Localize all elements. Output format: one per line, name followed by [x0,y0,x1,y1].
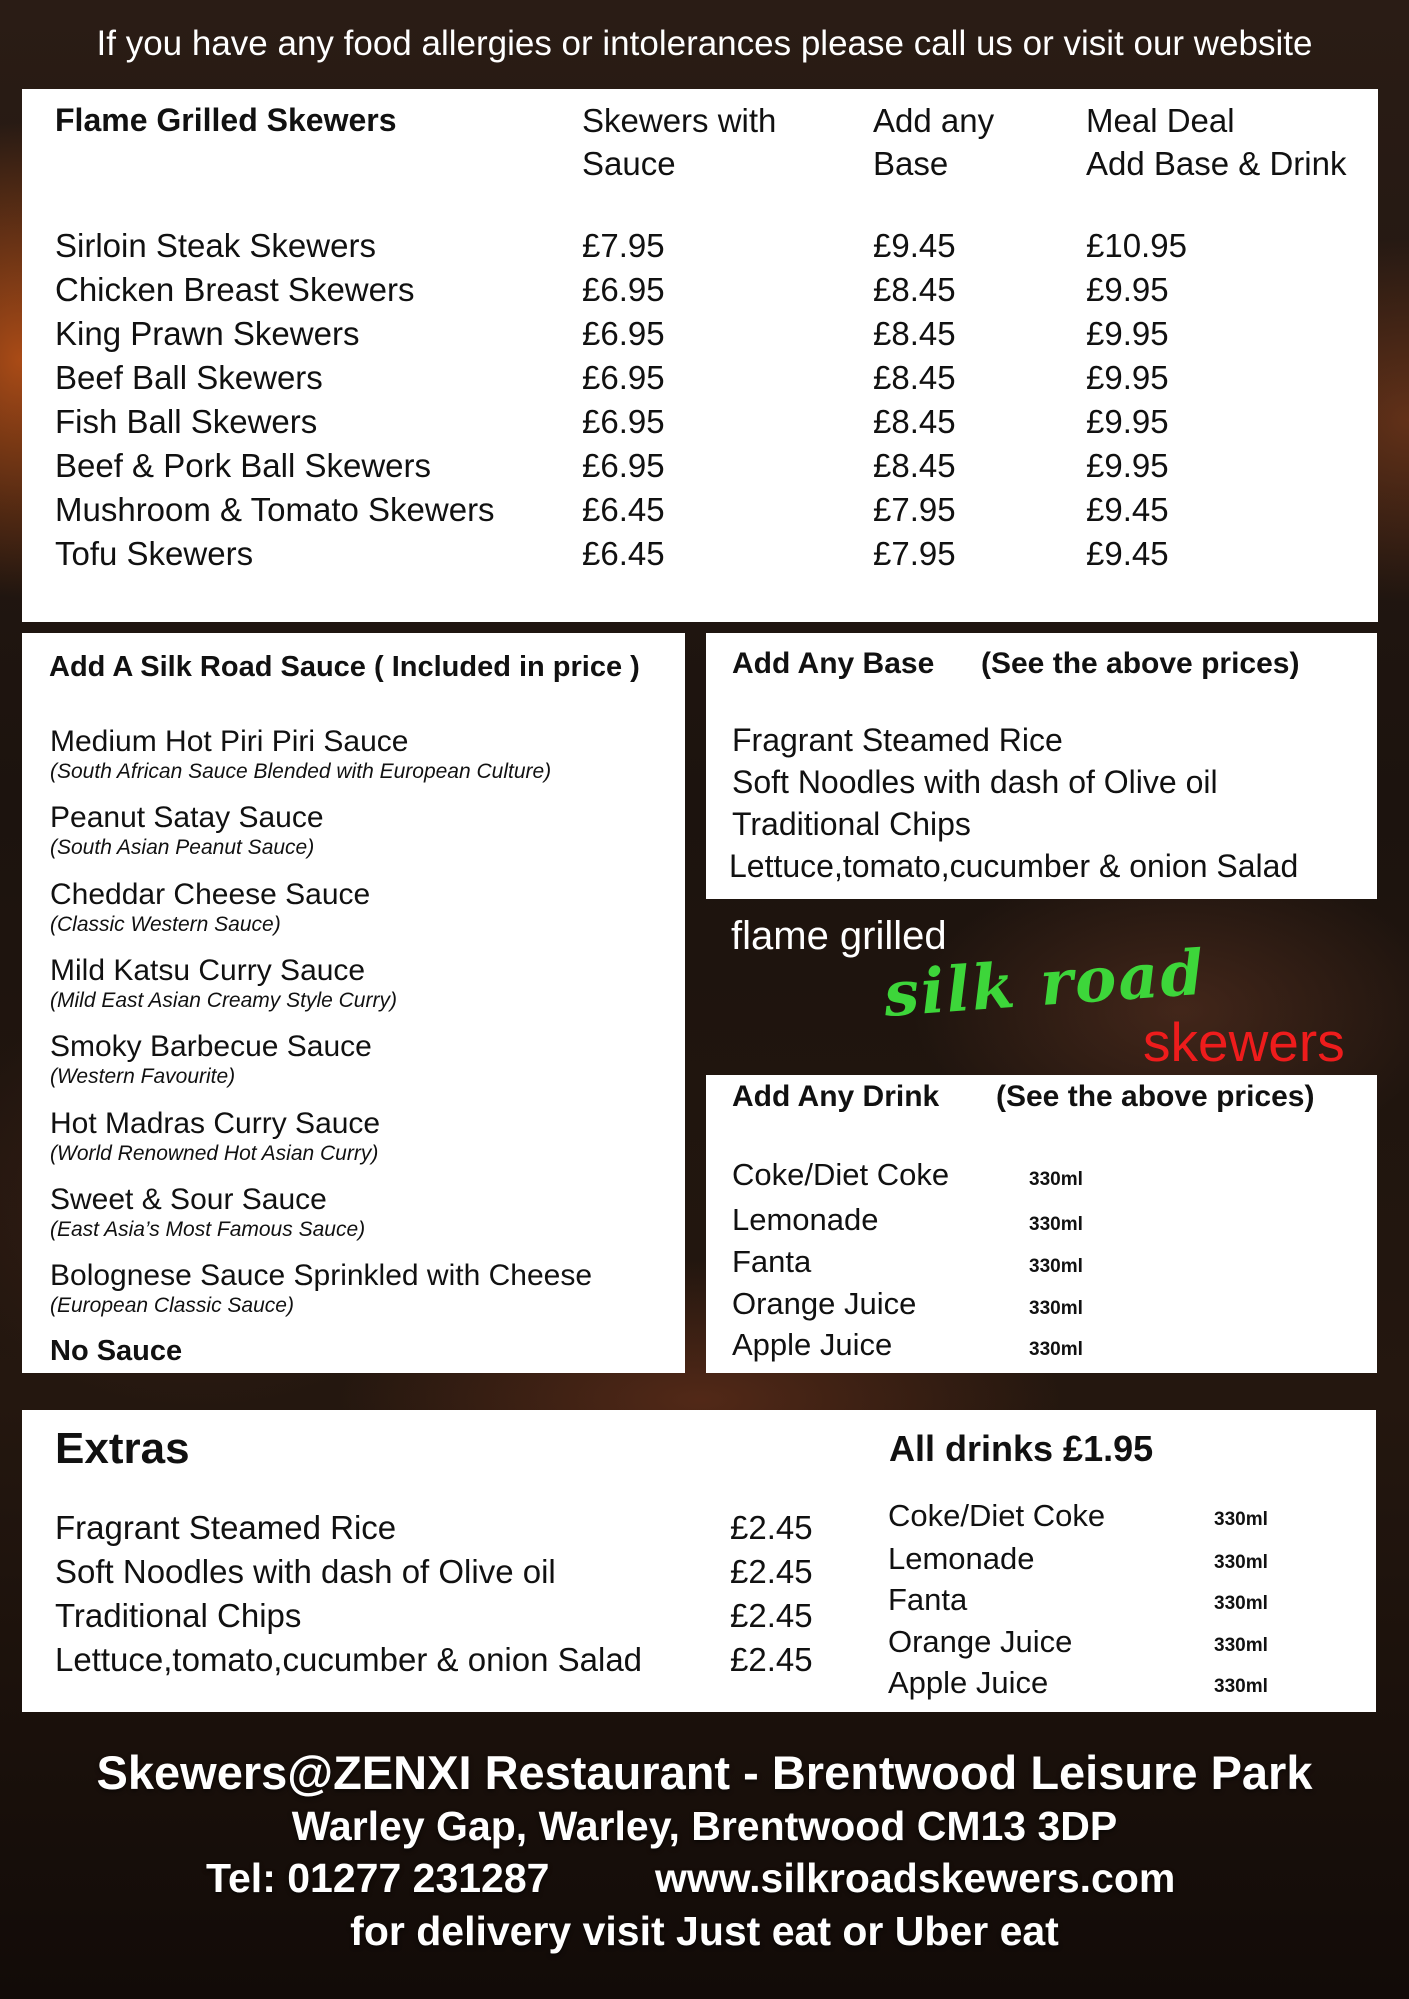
drink-name: Lemonade [732,1202,879,1237]
skewer-price-meal: £9.95 [1086,447,1169,484]
sauce-item [50,1107,380,1167]
extra-drink-size: 330ml [1214,1593,1268,1614]
base-item: Traditional Chips [732,806,971,842]
sauce-description: (World Renowned Hot Asian Curry) [50,1141,379,1165]
skewer-price-meal: £10.95 [1086,227,1187,264]
skewer-row [22,403,1378,447]
sauce-item [50,1030,372,1090]
skewer-row [22,491,1378,535]
drinks-title: Add Any Drink [732,1080,940,1113]
skewer-price-base: £8.45 [873,359,956,396]
drink-name: Orange Juice [732,1286,917,1321]
sauce-item [50,725,551,785]
skewer-row [22,227,1378,271]
sauce-item [50,801,324,861]
skewers-header-name: Flame Grilled Skewers [55,102,397,138]
sauce-description: (Classic Western Sauce) [50,912,281,936]
extra-name: Lettuce,tomato,cucumber & onion Salad [55,1641,643,1678]
skewer-price-base: £8.45 [873,403,956,440]
skewer-row [22,359,1378,403]
restaurant-name: Skewers@ZENXI Restaurant - Brentwood Leisure Park [96,1746,1313,1799]
drink-size: 330ml [1029,1339,1083,1360]
skewer-price-meal: £9.95 [1086,271,1169,308]
extra-drink-size: 330ml [1214,1676,1268,1697]
skewer-price-sauce: £6.95 [582,403,665,440]
skewer-price-meal: £9.95 [1086,403,1169,440]
skewer-price-base: £9.45 [873,227,956,264]
skewer-name: Tofu Skewers [55,535,254,572]
drink-size: 330ml [1029,1169,1083,1190]
sauce-name: Mild Katsu Curry Sauce [50,953,366,987]
brand-silk-road: silk road [881,935,1208,1031]
allergy-notice: If you have any food allergies or intolerances please call us or visit our website [96,24,1313,63]
skewer-row [22,535,1378,579]
skewer-name: Sirloin Steak Skewers [55,227,376,264]
bases-note: (See the above prices) [981,647,1300,680]
skewer-price-meal: £9.95 [1086,315,1169,352]
skewer-price-sauce: £7.95 [582,227,665,264]
skewer-price-base: £8.45 [873,271,956,308]
sauces-panel [22,633,685,1373]
drink-name: Fanta [732,1244,812,1279]
sauce-item [50,878,370,938]
skewer-row [22,447,1378,491]
extra-drink-name: Apple Juice [888,1665,1049,1700]
skewer-row [22,315,1378,359]
sauce-description: (South Asian Peanut Sauce) [50,836,315,860]
sauce-item [50,1183,365,1243]
extra-drink-size: 330ml [1214,1635,1268,1656]
skewers-header-meal-2: Add Base & Drink [1086,145,1347,182]
bases-title: Add Any Base [732,647,935,680]
skewer-price-base: £7.95 [873,535,956,572]
drink-size: 330ml [1029,1298,1083,1319]
skewer-name: Chicken Breast Skewers [55,271,415,308]
skewer-price-meal: £9.45 [1086,535,1169,572]
skewers-header-sauce-2: Sauce [582,145,676,182]
restaurant-phone[interactable]: Tel: 01277 231287 [206,1855,550,1901]
drink-name: Apple Juice [732,1327,893,1362]
restaurant-address: Warley Gap, Warley, Brentwood CM13 3DP [291,1803,1118,1849]
drinks-note: (See the above prices) [996,1080,1315,1113]
drinks-panel [706,1075,1377,1373]
skewer-name: Beef Ball Skewers [55,359,323,396]
sauce-item [50,1259,592,1319]
sauce-name: Peanut Satay Sauce [50,801,324,835]
skewers-price-table [22,89,1378,622]
skewer-price-sauce: £6.95 [582,359,665,396]
skewer-name: Beef & Pork Ball Skewers [55,447,431,484]
sauce-item [50,954,397,1014]
drink-size: 330ml [1029,1214,1083,1235]
skewers-header-base-2: Base [873,145,949,182]
skewer-price-sauce: £6.95 [582,271,665,308]
extras-title: Extras [55,1424,190,1473]
skewer-price-meal: £9.45 [1086,491,1169,528]
extra-name: Soft Noodles with dash of Olive oil [55,1553,556,1590]
extra-drink-size: 330ml [1214,1509,1268,1530]
skewer-price-sauce: £6.95 [582,447,665,484]
sauce-description: (Mild East Asian Creamy Style Curry) [50,988,397,1012]
base-item: Soft Noodles with dash of Olive oil [732,764,1218,800]
restaurant-website[interactable]: www.silkroadskewers.com [655,1855,1176,1901]
sauce-name: Medium Hot Piri Piri Sauce [50,725,409,758]
sauces-title: Add A Silk Road Sauce ( Included in price ) [49,651,640,683]
sauce-name: Sweet & Sour Sauce [50,1182,327,1216]
skewer-row [22,271,1378,315]
extra-name: Fragrant Steamed Rice [55,1509,397,1546]
base-item: Fragrant Steamed Rice [732,722,1063,758]
sauce-name: Hot Madras Curry Sauce [50,1106,381,1140]
extra-name: Traditional Chips [55,1597,302,1634]
skewer-price-sauce: £6.45 [582,535,665,572]
bases-panel [706,633,1377,899]
extra-price: £2.45 [730,1641,813,1678]
sauce-name: Bolognese Sauce Sprinkled with Cheese [50,1259,593,1293]
skewer-price-meal: £9.95 [1086,359,1169,396]
no-sauce-label: No Sauce [50,1335,183,1367]
extra-drink-name: Orange Juice [888,1624,1073,1659]
extra-drink-name: Coke/Diet Coke [888,1498,1106,1533]
skewers-header-meal-1: Meal Deal [1086,102,1235,139]
skewer-price-base: £7.95 [873,491,956,528]
sauce-description: (South African Sauce Blended with European Culture) [50,760,552,783]
skewer-price-sauce: £6.95 [582,315,665,352]
skewer-price-base: £8.45 [873,315,956,352]
drink-name: Coke/Diet Coke [732,1157,950,1192]
extras-panel [22,1410,1376,1712]
extra-price: £2.45 [730,1597,813,1634]
extra-drink-size: 330ml [1214,1552,1268,1573]
skewer-name: Fish Ball Skewers [55,403,318,440]
delivery-info: for delivery visit Just eat or Uber eat [350,1908,1059,1954]
extra-drink-name: Lemonade [888,1541,1035,1576]
sauce-description: (East Asia’s Most Famous Sauce) [50,1217,366,1241]
base-item: Lettuce,tomato,cucumber & onion Salad [729,848,1299,884]
skewers-header-base-1: Add any [873,102,995,139]
sauce-description: (Western Favourite) [50,1065,236,1089]
extra-price: £2.45 [730,1553,813,1590]
skewer-name: King Prawn Skewers [55,315,360,352]
sauce-description: (European Classic Sauce) [50,1294,294,1318]
drink-size: 330ml [1029,1256,1083,1277]
skewers-header-sauce-1: Skewers with [582,102,777,139]
extra-price: £2.45 [730,1509,813,1546]
skewer-price-base: £8.45 [873,447,956,484]
skewer-price-sauce: £6.45 [582,491,665,528]
sauce-name: Smoky Barbecue Sauce [50,1030,372,1064]
all-drinks-price: All drinks £1.95 [889,1428,1154,1469]
brand-flame-grilled: flame grilled [731,914,947,958]
skewer-name: Mushroom & Tomato Skewers [55,491,495,528]
extra-drink-name: Fanta [888,1582,968,1617]
sauce-name: Cheddar Cheese Sauce [50,877,371,911]
brand-skewers: skewers [1143,1011,1345,1073]
